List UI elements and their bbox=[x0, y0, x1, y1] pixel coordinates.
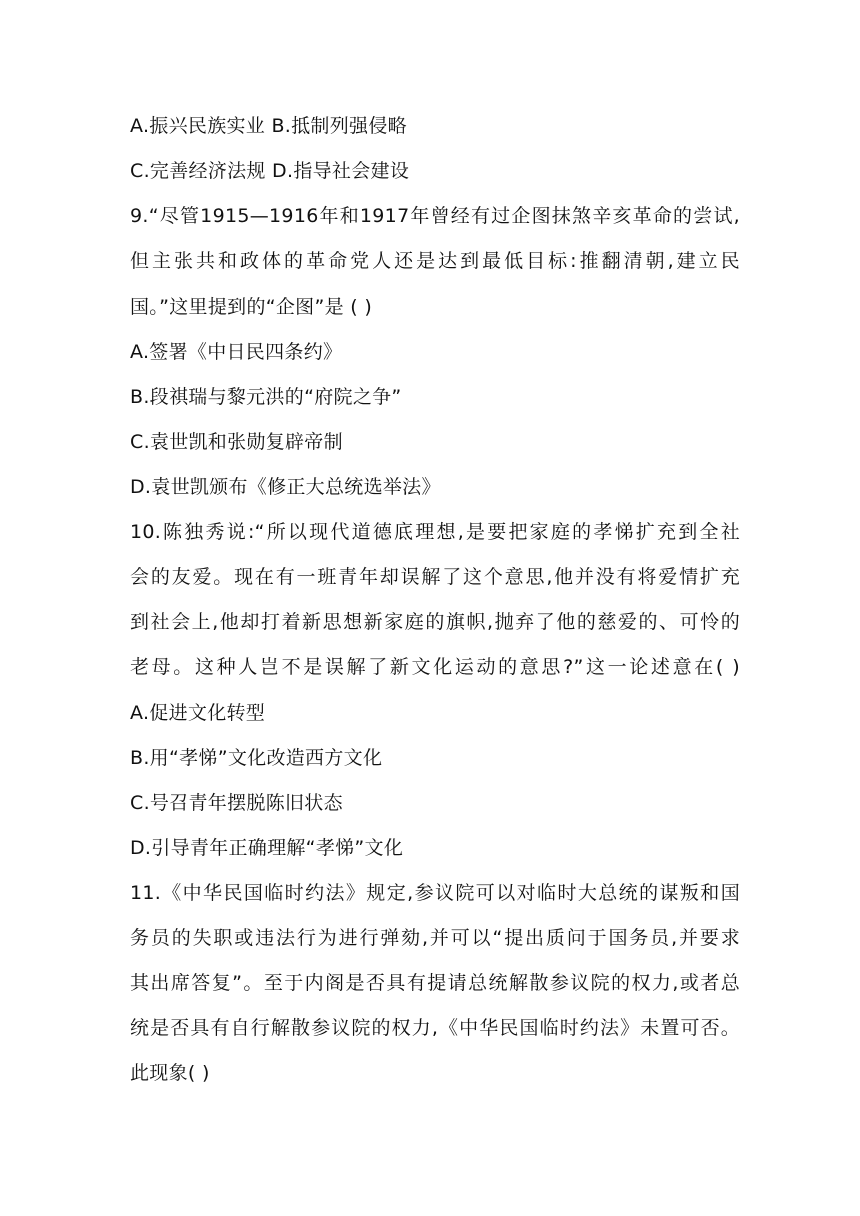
q9-option-b: B.段祺瑞与黎元洪的“府院之争” bbox=[130, 386, 402, 408]
q11-stem-line-3: 其出席答复”。至于内阁是否具有提请总统解散参议院的权力,或者总 bbox=[130, 972, 740, 994]
q10-stem-line-1: 10.陈独秀说:“所以现代道德底理想,是要把家庭的孝悌扩充到全社 bbox=[130, 521, 740, 543]
q11-stem-line-2: 务员的失职或违法行为进行弹劾,并可以“提出质问于国务员,并要求 bbox=[130, 927, 740, 949]
q11-stem-line-5: 此现象( ) bbox=[130, 1062, 210, 1084]
q9-stem-line-3: 国。”这里提到的“企图”是 ( ) bbox=[130, 296, 373, 318]
q11-stem-line-4: 统是否具有自行解散参议院的权力,《中华民国临时约法》未置可否。 bbox=[130, 1017, 740, 1039]
q10-stem-line-2: 会的友爱。现在有一班青年却误解了这个意思,他并没有将爱情扩充 bbox=[130, 566, 740, 588]
q10-stem-line-3: 到社会上,他却打着新思想新家庭的旗帜,抛弃了他的慈爱的、可怜的 bbox=[130, 611, 740, 633]
q10-option-b: B.用“孝悌”文化改造西方文化 bbox=[130, 747, 383, 769]
q11-stem-line-1: 11.《中华民国临时约法》规定,参议院可以对临时大总统的谋叛和国 bbox=[130, 882, 740, 904]
q9-stem-line-2: 但主张共和政体的革命党人还是达到最低目标:推翻清朝,建立民 bbox=[130, 250, 740, 272]
q9-option-a: A.签署《中日民四条约》 bbox=[130, 341, 343, 363]
q9-option-c: C.袁世凯和张勋复辟帝制 bbox=[130, 431, 343, 453]
q10-option-a: A.促进文化转型 bbox=[130, 702, 266, 724]
q10-option-d: D.引导青年正确理解“孝悌”文化 bbox=[130, 837, 404, 859]
q9-stem-line-1: 9.“尽管1915—1916年和1917年曾经有过企图抹煞辛亥革命的尝试, bbox=[130, 205, 740, 227]
q8-option-cd: C.完善经济法规 D.指导社会建设 bbox=[130, 160, 410, 182]
q8-option-ab: A.振兴民族实业 B.抵制列强侵略 bbox=[130, 115, 407, 137]
q10-stem-line-4: 老母。这种人岂不是误解了新文化运动的意思?”这一论述意在( ) bbox=[130, 656, 740, 678]
q10-option-c: C.号召青年摆脱陈旧状态 bbox=[130, 792, 343, 814]
q9-option-d: D.袁世凯颁布《修正大总统选举法》 bbox=[130, 476, 441, 498]
